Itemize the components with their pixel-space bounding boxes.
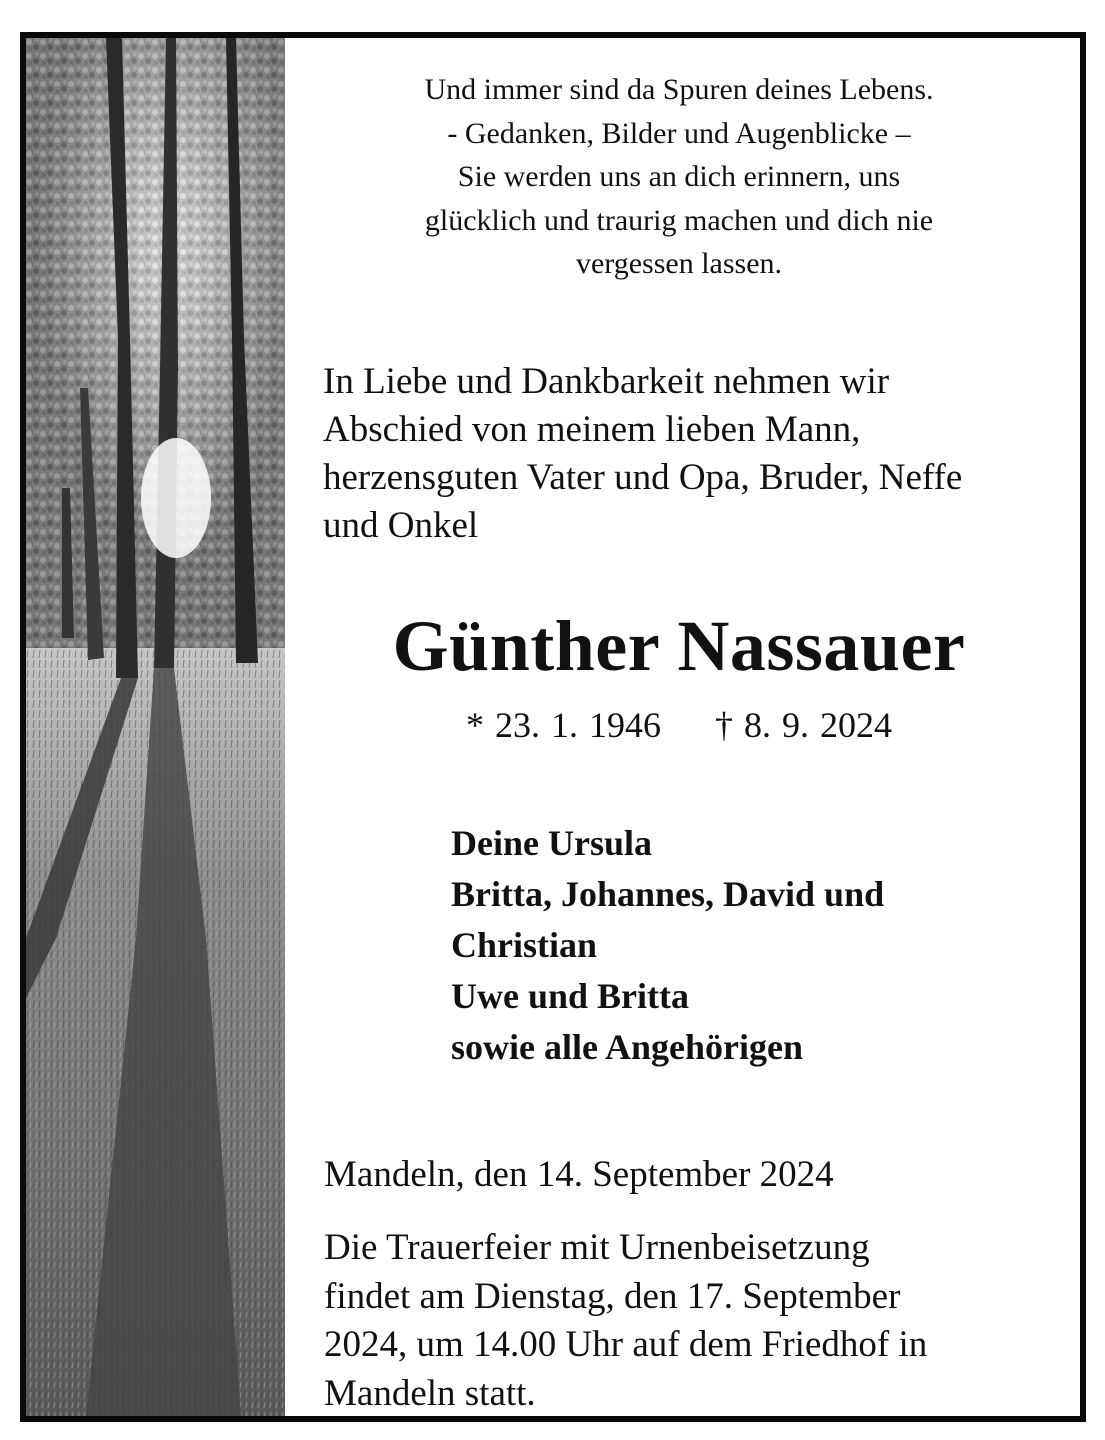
- motto-line: vergessen lassen.: [575, 247, 783, 280]
- life-dates: [316, 700, 1042, 750]
- trees-sunlight-photo: [26, 38, 285, 1416]
- farewell-intro: [323, 358, 1063, 550]
- mourner-line: sowie alle Angehörigen: [451, 1027, 803, 1067]
- death-date: † 8. 9. 2024: [715, 705, 892, 745]
- memorial-motto: [316, 68, 1042, 286]
- ceremony-line: 2024, um 14.00 Uhr auf dem Friedhof in: [324, 1324, 928, 1365]
- motto-line: Sie werden uns an dich erinnern, uns: [457, 160, 901, 193]
- intro-line: Abschied von meinem lieben Mann,: [323, 409, 861, 450]
- intro-line: herzensguten Vater und Opa, Bruder, Neffe: [323, 457, 963, 498]
- birth-date: * 23. 1. 1946: [466, 705, 661, 745]
- mourner-line: Deine Ursula: [451, 823, 652, 863]
- intro-line: und Onkel: [323, 505, 479, 546]
- ceremony-line: findet am Dienstag, den 17. September: [324, 1275, 901, 1317]
- mourner-line: Christian: [451, 925, 598, 965]
- place-and-date: Mandeln, den 14. September 2024: [324, 1154, 834, 1195]
- obituary-text: [316, 38, 1080, 1416]
- trees-photo-icon: [26, 38, 285, 1416]
- deceased-name: Günther Nassauer: [392, 606, 966, 686]
- mourner-line: Britta, Johannes, David und: [451, 874, 885, 914]
- ceremony-line: Mandeln statt.: [324, 1372, 536, 1414]
- funeral-ceremony-info: [324, 1224, 1064, 1418]
- motto-line: Und immer sind da Spuren deines Lebens.: [424, 73, 934, 106]
- ceremony-line: Die Trauerfeier mit Urnenbeisetzung: [324, 1227, 870, 1268]
- motto-line: glücklich und traurig machen und dich nie: [424, 203, 934, 237]
- obituary-frame: [20, 32, 1086, 1422]
- motto-line: - Gedanken, Bilder und Augenblicke –: [447, 116, 911, 150]
- mourner-line: Uwe und Britta: [451, 976, 690, 1016]
- mourners-list: [451, 818, 1051, 1073]
- intro-line: In Liebe und Dankbarkeit nehmen wir: [323, 361, 890, 402]
